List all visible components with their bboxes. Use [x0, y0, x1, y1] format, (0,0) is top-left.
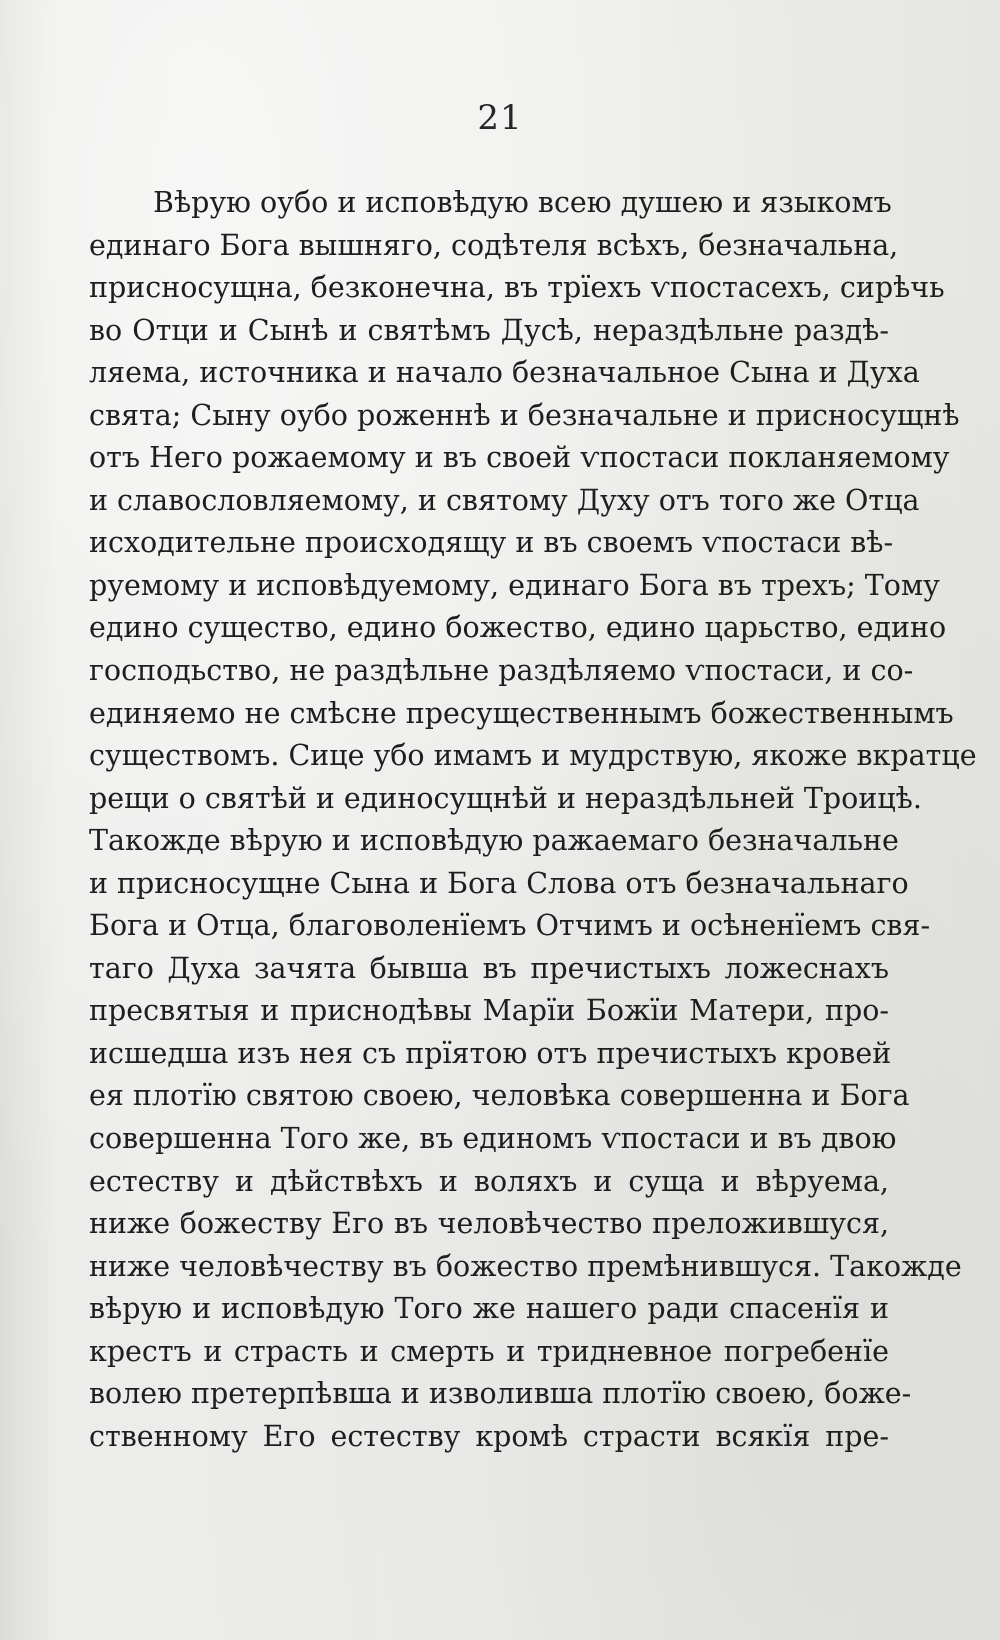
text-line: ниже человѣчеству въ божество премѣнившуся. Такожде — [89, 1249, 962, 1283]
text-line: свята; Сыну оубо роженнѣ и безначальне и присносущнѣ — [89, 398, 960, 432]
text-line: и славословляемому, и святому Духу отъ того же Отца — [89, 483, 920, 517]
text-line: руемому и исповѣдуемому, единаго Бога въ трехъ; Тому — [89, 568, 940, 602]
text-line: господьство, не раздѣльне раздѣляемо ѵпостаси, и со- — [89, 654, 914, 688]
text-line: едино существо, едино божество, едино царьство, едино — [89, 611, 947, 645]
text-line: Вѣрую оубо и исповѣдую всею душею и языкомъ — [153, 186, 892, 219]
text-line: естеству и дѣйствѣхъ и воляхъ и суща и вѣруема, — [89, 1164, 889, 1198]
text-line: исшедша изъ нея съ прїятою отъ пречистыхъ кровей — [89, 1036, 892, 1070]
text-line: исходительне происходящу и въ своемъ ѵпостаси вѣ- — [89, 526, 894, 560]
text-line: присносущна, безконечна, въ трїехъ ѵпостасехъ, сирѣчь — [89, 271, 945, 305]
text-line: таго Духа зачята бывша въ пречистыхъ ложеснахъ — [89, 951, 889, 985]
text-line: ляема, источника и начало безначальное Сына и Духа — [89, 356, 920, 390]
text-line: крестъ и страсть и смерть и тридневное погребенїе — [89, 1334, 889, 1368]
text-line: и присносущне Сына и Бога Слова отъ безначальнаго — [89, 866, 909, 900]
text-line: волею претерпѣвша и изволивша плотїю своею, боже- — [89, 1377, 912, 1411]
text-line: ниже божеству Его въ человѣчество преложившуся, — [89, 1207, 889, 1241]
text-line: Такожде вѣрую и исповѣдую ражаемаго безначальне — [89, 824, 899, 858]
page-number: 21 — [477, 98, 523, 138]
text-line: во Отци и Сынѣ и святѣмъ Дусѣ, нераздѣльне раздѣ- — [89, 313, 889, 347]
text-line: рещи о святѣй и единосущнѣй и нераздѣльней Троицѣ. — [89, 781, 922, 815]
text-line: совершенна Того же, въ единомъ ѵпостаси и въ двою — [89, 1122, 897, 1156]
text-line: ея плотїю святою своею, человѣка совершенна и Бога — [89, 1079, 910, 1113]
text-line: Бога и Отца, благоволенїемъ Отчимъ и осѣненїемъ свя- — [89, 909, 931, 943]
text-line: вѣрую и исповѣдую Того же нашего ради спасенїя и — [89, 1292, 889, 1326]
text-line: отъ Него рожаемому и въ своей ѵпостаси покланяемому — [89, 441, 950, 475]
text-line: ственному Его естеству кромѣ страсти всякїя пре- — [89, 1419, 889, 1453]
text-line: существомъ. Сице убо имамъ и мудрствую, якоже вкратце — [89, 739, 977, 773]
body-text — [89, 182, 977, 1458]
text-line: пресвятыя и приснодѣвы Марїи Божїи Матери, про- — [89, 994, 889, 1028]
text-line: единяемо не смѣсне пресущественнымъ божественнымъ — [89, 696, 954, 730]
text-line: единаго Бога вышняго, содѣтеля всѣхъ, безначальна, — [89, 228, 899, 262]
